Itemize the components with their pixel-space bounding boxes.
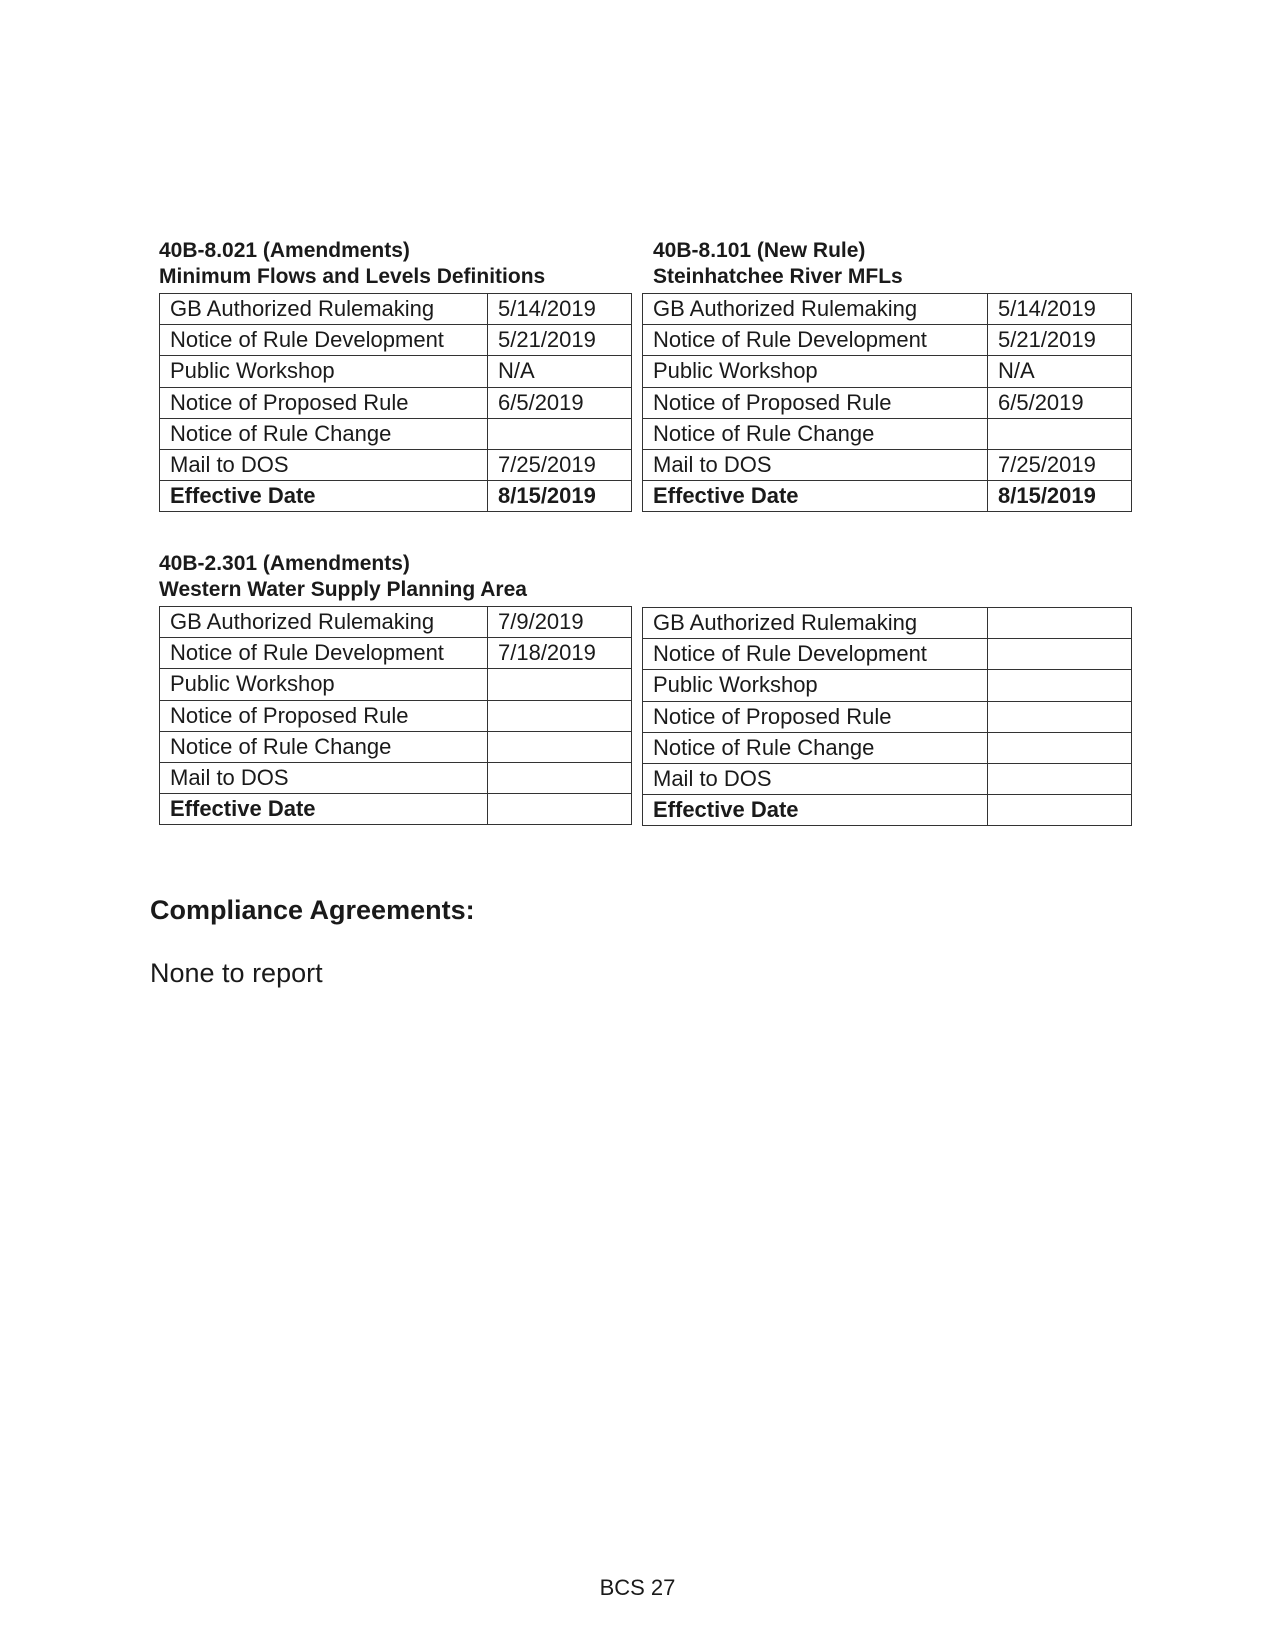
rule-schedule-table <box>642 293 1132 512</box>
rule-name: Minimum Flows and Levels Definitions <box>159 265 546 288</box>
row-date <box>988 418 1132 449</box>
row-label: Public Workshop <box>160 669 488 700</box>
rule-block-blank <box>642 607 1132 826</box>
rule-block-40b-8-101 <box>642 238 1132 512</box>
row-date <box>988 763 1132 794</box>
row-label: Notice of Rule Change <box>643 732 988 763</box>
row-date <box>988 795 1132 826</box>
table-row <box>160 387 632 418</box>
table-row <box>643 732 1132 763</box>
row-label: Effective Date <box>643 795 988 826</box>
table-row <box>160 481 632 512</box>
table-row <box>643 670 1132 701</box>
row-date <box>488 762 632 793</box>
table-row <box>160 294 632 325</box>
table-row <box>643 356 1132 387</box>
rule-heading <box>148 551 632 603</box>
row-date: N/A <box>488 356 632 387</box>
table-row <box>643 294 1132 325</box>
rule-heading <box>642 238 1132 290</box>
rule-schedule-table <box>159 606 632 825</box>
table-row <box>643 449 1132 480</box>
table-row <box>643 608 1132 639</box>
rule-code: 40B-8.021 (Amendments) <box>159 239 410 262</box>
row-date: 5/14/2019 <box>488 294 632 325</box>
table-row <box>643 325 1132 356</box>
table-row <box>160 700 632 731</box>
rule-block-40b-8-021 <box>159 238 632 512</box>
row-label: Notice of Proposed Rule <box>643 387 988 418</box>
table-row <box>160 356 632 387</box>
row-label: GB Authorized Rulemaking <box>160 294 488 325</box>
table-row <box>160 638 632 669</box>
row-date <box>488 700 632 731</box>
row-date: 7/25/2019 <box>488 449 632 480</box>
row-label: Notice of Rule Development <box>160 638 488 669</box>
rule-heading <box>148 238 632 290</box>
rule-name: Western Water Supply Planning Area <box>159 578 527 601</box>
row-label: GB Authorized Rulemaking <box>643 608 988 639</box>
page-footer: BCS 27 <box>599 1575 676 1600</box>
table-row <box>643 387 1132 418</box>
row-label: Mail to DOS <box>160 762 488 793</box>
rule-schedule-table <box>642 607 1132 826</box>
row-date: 7/18/2019 <box>488 638 632 669</box>
row-date <box>988 639 1132 670</box>
rule-name: Steinhatchee River MFLs <box>653 265 903 288</box>
row-label: Mail to DOS <box>643 763 988 794</box>
row-label: Effective Date <box>643 481 988 512</box>
row-date <box>488 418 632 449</box>
row-label: Public Workshop <box>643 670 988 701</box>
row-date: 7/25/2019 <box>988 449 1132 480</box>
table-row <box>160 731 632 762</box>
row-label: Notice of Proposed Rule <box>643 701 988 732</box>
table-row <box>160 325 632 356</box>
table-row <box>643 418 1132 449</box>
table-row <box>643 795 1132 826</box>
row-date: 6/5/2019 <box>488 387 632 418</box>
rule-code: 40B-8.101 (New Rule) <box>653 239 866 262</box>
row-date: 8/15/2019 <box>488 481 632 512</box>
row-label: Notice of Rule Change <box>160 731 488 762</box>
row-label: Notice of Rule Development <box>643 325 988 356</box>
row-label: Notice of Rule Change <box>160 418 488 449</box>
table-row <box>643 763 1132 794</box>
rule-code: 40B-2.301 (Amendments) <box>159 552 410 575</box>
row-date: 5/14/2019 <box>988 294 1132 325</box>
compliance-heading: Compliance Agreements: <box>150 895 475 925</box>
row-label: GB Authorized Rulemaking <box>160 607 488 638</box>
row-date <box>488 669 632 700</box>
row-date <box>488 794 632 825</box>
rule-block-40b-2-301 <box>159 551 632 825</box>
row-date: 7/9/2019 <box>488 607 632 638</box>
row-date <box>988 608 1132 639</box>
row-date: 8/15/2019 <box>988 481 1132 512</box>
row-label: Mail to DOS <box>643 449 988 480</box>
row-label: Notice of Rule Change <box>643 418 988 449</box>
row-date <box>988 670 1132 701</box>
rule-schedule-table <box>159 293 632 512</box>
table-row <box>160 762 632 793</box>
row-label: Notice of Proposed Rule <box>160 387 488 418</box>
table-row <box>160 418 632 449</box>
row-label: Mail to DOS <box>160 449 488 480</box>
table-row <box>160 607 632 638</box>
row-label: GB Authorized Rulemaking <box>643 294 988 325</box>
row-date: N/A <box>988 356 1132 387</box>
row-label: Notice of Rule Development <box>160 325 488 356</box>
row-date <box>988 701 1132 732</box>
row-date <box>988 732 1132 763</box>
row-date: 5/21/2019 <box>988 325 1132 356</box>
row-label: Effective Date <box>160 794 488 825</box>
table-row <box>643 481 1132 512</box>
table-row <box>643 701 1132 732</box>
table-row <box>160 794 632 825</box>
compliance-text: None to report <box>150 958 323 988</box>
row-label: Notice of Proposed Rule <box>160 700 488 731</box>
row-date <box>488 731 632 762</box>
row-date: 5/21/2019 <box>488 325 632 356</box>
table-row <box>643 639 1132 670</box>
row-label: Public Workshop <box>643 356 988 387</box>
row-label: Effective Date <box>160 481 488 512</box>
row-label: Public Workshop <box>160 356 488 387</box>
row-label: Notice of Rule Development <box>643 639 988 670</box>
row-date: 6/5/2019 <box>988 387 1132 418</box>
table-row <box>160 669 632 700</box>
table-row <box>160 449 632 480</box>
